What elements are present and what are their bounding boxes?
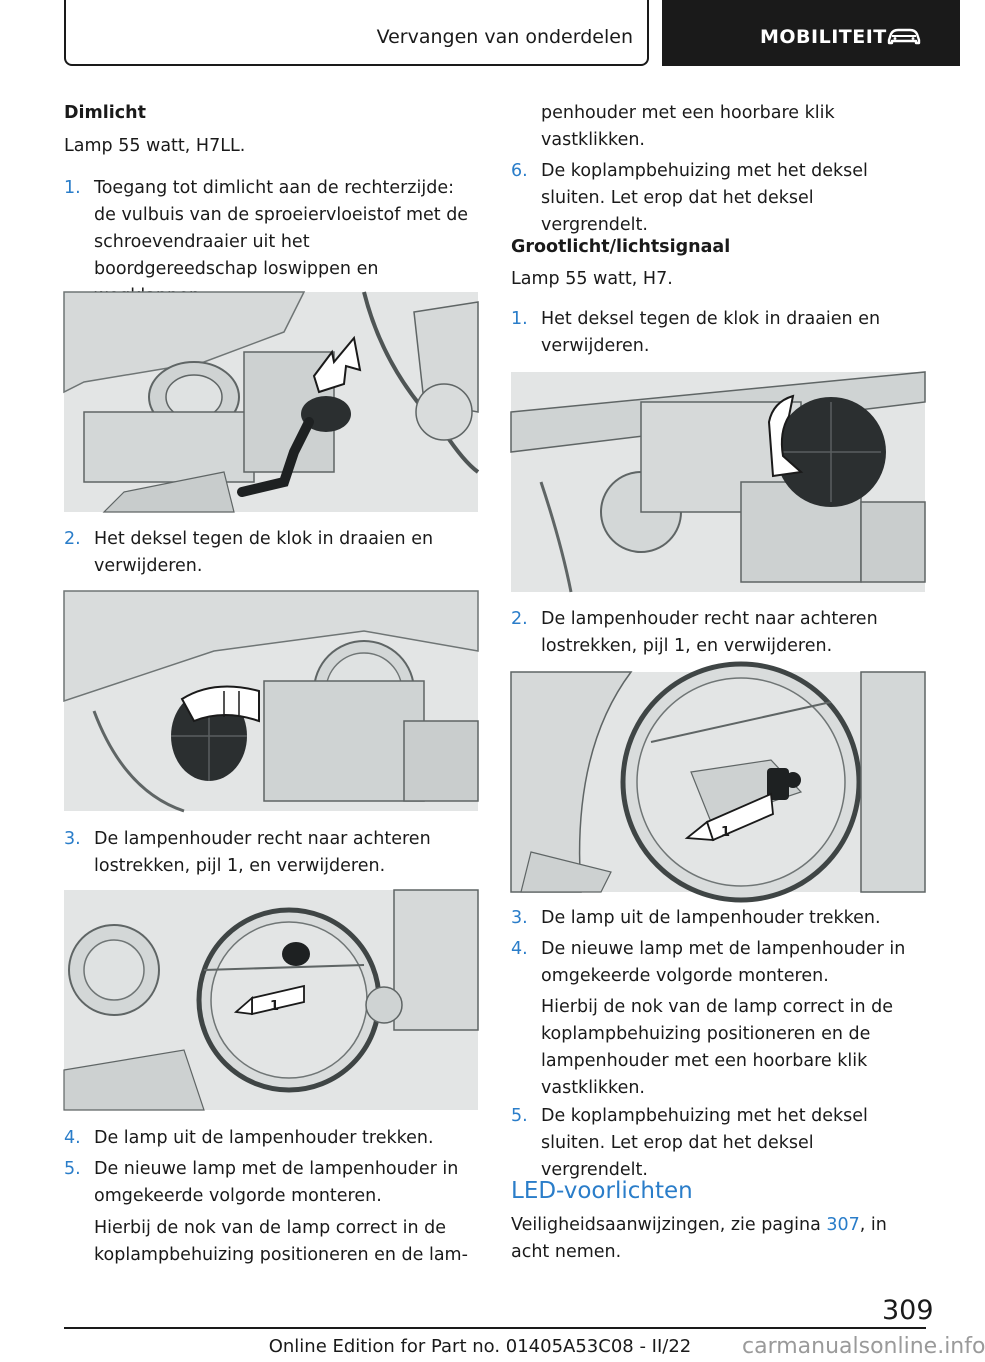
step-note-continued: penhouder met een hoorbare klik vastklikken. [541,103,835,150]
page-number: 309 [882,1295,934,1326]
step-text: De nieuwe lamp met de lampenhouder in omgekeerde volgorde monteren. [541,939,906,986]
step-item [64,526,478,580]
car-icon [886,28,922,46]
dipped-beam-heading: Dimlicht [64,103,146,123]
illustration-high-beam-cover [511,372,925,592]
step-number: 2. [511,609,528,629]
led-headlights-heading: LED-voorlichten [511,1178,693,1204]
section-tab [64,0,649,66]
step-item [64,1156,478,1210]
step-text: De nieuwe lamp met de lampenhouder in omgekeerde volgorde monteren. [94,1159,459,1206]
step-item [511,158,925,239]
step-text: De lampenhouder recht naar achteren lostrekken, pijl 1, en verwijderen. [94,829,431,876]
step-item [511,606,925,660]
high-beam-lamp: Lamp 55 watt, H7. [511,269,673,289]
step-text: Het deksel tegen de klok in draaien en verwijderen. [541,309,881,356]
illustration-cover-removal [64,591,478,811]
step-item [511,1103,925,1184]
step-text: De koplampbehuizing met het deksel sluiten. Let erop dat het deksel vergrendelt. [541,161,868,235]
arrow-label: 1 [721,825,731,840]
figure-bulb-holder [64,890,478,1110]
figure-washer-pipe [64,292,478,512]
safety-note-suffix: , in acht nemen. [511,1215,887,1262]
step-number: 5. [64,1159,81,1179]
step-number: 1. [511,309,528,329]
step-text: De lamp uit de lampenhouder trekken. [541,908,881,928]
footer-rule [64,1327,926,1329]
step-item [64,175,478,310]
safety-note-prefix: Veiligheidsaanwijzingen, zie pagina [511,1215,827,1235]
step-number: 1. [64,178,81,198]
step-number: 4. [64,1128,81,1148]
page-header [0,0,960,66]
page-link-307[interactable]: 307 [826,1215,860,1235]
step-number: 2. [64,529,81,549]
step-number: 4. [511,939,528,959]
step-item [511,936,925,990]
step-text: De lampenhouder recht naar achteren lostrekken, pijl 1, en verwijderen. [541,609,878,656]
high-beam-heading: Grootlicht/lichtsignaal [511,237,731,257]
step-number: 5. [511,1106,528,1126]
step-note: Hierbij de nok van de lamp correct in de koplampbehuizing positioneren en de lampenhouder met een hoorbare klik vastklikken. [541,997,894,1098]
step-item [511,306,925,360]
step-number: 3. [64,829,81,849]
step-item [64,826,478,880]
step-item [64,1125,478,1152]
chapter-tab [662,0,960,66]
step-text: Toegang tot dimlicht aan de rechterzijde: de vulbuis van de sproeiervloeistof met de schroevendraaier uit het boordgereedschap loswippen en [94,178,469,279]
illustration-washer-pipe [64,292,478,512]
watermark-text: carmanualsonline.info [742,1334,985,1359]
illustration-high-beam-holder [511,672,925,892]
section-title: Vervangen van onderdelen [376,26,633,48]
edition-text: Online Edition for Part no. 01405A53C08 - II/22 [268,1336,692,1357]
step-number: 3. [511,908,528,928]
step-text: De koplampbehuizing met het deksel sluiten. Let erop dat het deksel vergrendelt. [541,1106,868,1180]
dipped-beam-lamp: Lamp 55 watt, H7LL. [64,136,246,156]
step-note: Hierbij de nok van de lamp correct in de koplampbehuizing positioneren en de lam- [94,1218,468,1265]
step-text: De lamp uit de lampenhouder trekken. [94,1128,434,1148]
illustration-bulb-holder [64,890,478,1110]
step-number: 6. [511,161,528,181]
step-item [511,905,925,932]
step-text: Het deksel tegen de klok in draaien en verwijderen. [94,529,434,576]
figure-high-beam-holder [511,672,925,892]
chapter-title: MOBILITEIT [760,26,887,48]
safety-note [511,1212,925,1266]
figure-high-beam-cover [511,372,925,592]
figure-cover-removal [64,591,478,811]
arrow-label: 1 [270,999,280,1014]
